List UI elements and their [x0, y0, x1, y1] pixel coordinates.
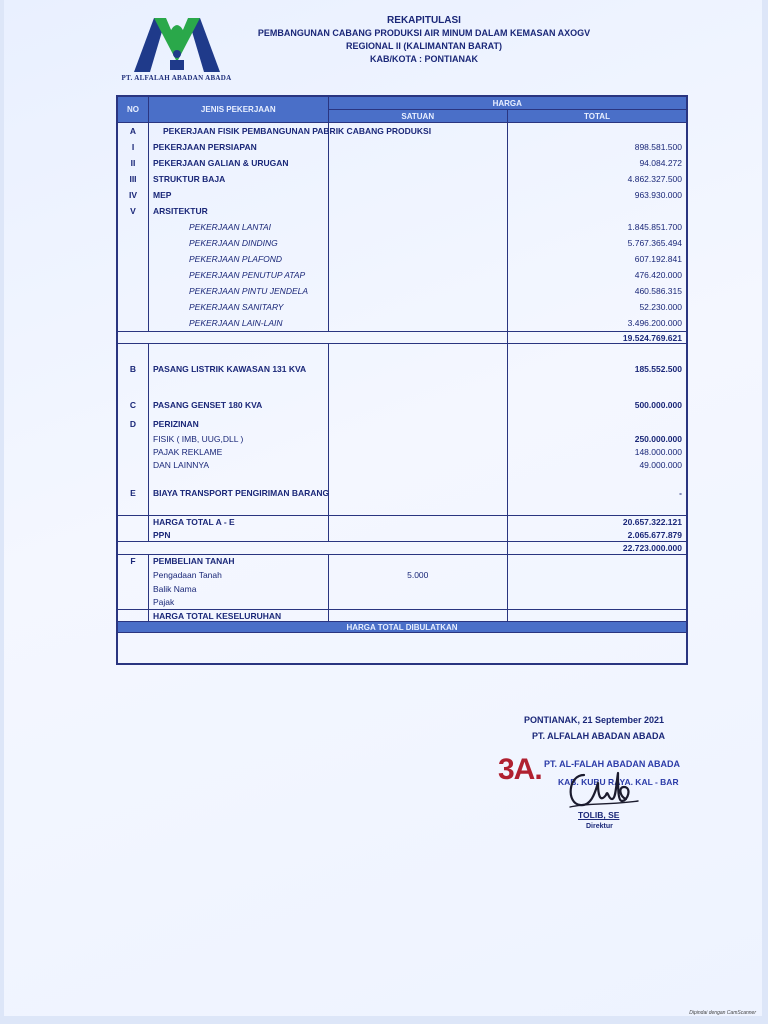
row-total: 963.930.000 — [634, 190, 682, 200]
row-label: PAJAK REKLAME — [149, 445, 329, 458]
row-total: 607.192.841 — [634, 254, 682, 264]
row-no: V — [117, 203, 149, 219]
recap-table — [116, 95, 688, 665]
table-row — [117, 171, 687, 187]
row-total: 49.000.000 — [639, 459, 682, 470]
table-row-total — [117, 516, 687, 529]
row-no: D — [117, 416, 149, 432]
document-region: REGIONAL II (KALIMANTAN BARAT) — [346, 41, 502, 51]
document-title: REKAPITULASI — [387, 15, 461, 26]
col-header-satuan: SATUAN — [328, 110, 508, 123]
document-city: KAB/KOTA : PONTIANAK — [370, 54, 478, 64]
harga-dibulatkan-label: HARGA TOTAL DIBULATKAN — [117, 622, 687, 633]
row-label: PEKERJAAN SANITARY — [149, 299, 329, 315]
ppn-value: 2.065.677.879 — [627, 529, 682, 540]
table-row — [117, 445, 687, 458]
table-row — [117, 235, 687, 251]
row-no: III — [117, 171, 149, 187]
handwritten-signature-icon — [562, 765, 642, 813]
col-header-no: NO — [117, 96, 149, 123]
row-total: 500.000.000 — [634, 400, 682, 410]
row-label: PEKERJAAN PLAFOND — [149, 251, 329, 267]
row-total — [508, 203, 688, 219]
signatory-role: Direktur — [586, 823, 613, 830]
logo-text: PT. ALFALAH ABADAN ABADA — [121, 74, 232, 82]
row-label: Pajak — [149, 596, 329, 610]
table-row — [117, 555, 687, 568]
table-row — [117, 155, 687, 171]
row-label: Pengadaan Tanah — [149, 568, 329, 582]
row-no: A — [117, 123, 149, 140]
row-label: DAN LAINNYA — [149, 458, 329, 471]
table-row — [117, 582, 687, 596]
logo-emblem-icon — [132, 14, 222, 74]
row-label: PEKERJAAN LAIN-LAIN — [149, 315, 329, 332]
row-label: PEKERJAAN PERSIAPAN — [149, 139, 329, 155]
row-label: PEKERJAAN PINTU JENDELA — [149, 283, 329, 299]
row-total: 476.420.000 — [634, 270, 682, 280]
table-row — [117, 416, 687, 432]
table-row — [117, 358, 687, 380]
row-label: PASANG LISTRIK KAWASAN 131 KVA — [149, 358, 329, 380]
row-total: 898.581.500 — [634, 142, 682, 152]
scanner-note: Dipindai dengan CamScanner — [689, 1010, 756, 1016]
table-row — [117, 123, 687, 140]
row-no: C — [117, 394, 149, 416]
row-label: Balik Nama — [149, 582, 329, 596]
row-label: ARSITEKTUR — [149, 203, 329, 219]
table-row — [117, 458, 687, 471]
row-label: PEKERJAAN FISIK PEMBANGUNAN PABRIK CABANG PRODUKSI — [149, 123, 329, 140]
row-total: 5.767.365.494 — [627, 238, 682, 248]
harga-keseluruhan-label: HARGA TOTAL KESELURUHAN — [149, 610, 329, 622]
table-row — [117, 187, 687, 203]
table-row — [117, 267, 687, 283]
document-subtitle: PEMBANGUNAN CABANG PRODUKSI AIR MINUM DALAM KEMASAN AXOGV — [257, 28, 591, 38]
place-date: PONTIANAK, 21 September 2021 — [524, 715, 665, 725]
row-total: 4.862.327.500 — [627, 174, 682, 184]
row-total: - — [679, 488, 682, 498]
row-no: I — [117, 139, 149, 155]
ppn-label: PPN — [149, 529, 329, 542]
harga-total-label: HARGA TOTAL A - E — [149, 516, 329, 529]
row-total: 185.552.500 — [634, 364, 682, 374]
table-row-subtotal — [117, 332, 687, 344]
table-row — [117, 568, 687, 582]
col-header-total: TOTAL — [508, 110, 688, 123]
row-no: E — [117, 485, 149, 501]
subtotal-a: 19.524.769.621 — [508, 332, 688, 344]
col-header-job: JENIS PEKERJAAN — [149, 96, 329, 123]
company-logo — [114, 14, 239, 86]
stamp-company: PT. AL-FALAH ABADAN ABADA — [544, 759, 680, 769]
table-row — [117, 596, 687, 610]
harga-total-value: 20.657.322.121 — [508, 516, 688, 529]
row-label: PASANG GENSET 180 KVA — [149, 394, 329, 416]
signatory-name: TOLIB, SE — [578, 810, 620, 820]
table-row — [117, 485, 687, 501]
row-total: 1.845.851.700 — [627, 222, 682, 232]
table-row — [117, 283, 687, 299]
row-label: PEMBELIAN TANAH — [149, 555, 329, 568]
stamp-mark: 3A. — [498, 753, 542, 786]
table-row — [117, 139, 687, 155]
stamp-address: KAB. KUBU RAYA. KAL - BAR — [558, 777, 679, 787]
table-row — [117, 299, 687, 315]
table-row — [117, 203, 687, 219]
row-label: BIAYA TRANSPORT PENGIRIMAN BARANG — [149, 485, 329, 501]
row-satuan: 5.000 — [328, 568, 508, 582]
document-page — [4, 0, 762, 1016]
row-label: PEKERJAAN PENUTUP ATAP — [149, 267, 329, 283]
table-row-grand-subtotal — [117, 542, 687, 555]
row-total: 460.586.315 — [634, 286, 682, 296]
col-header-harga: HARGA — [328, 96, 687, 110]
row-no: IV — [117, 187, 149, 203]
row-label: PEKERJAAN LANTAI — [149, 219, 329, 235]
table-row — [117, 251, 687, 267]
table-row — [117, 315, 687, 332]
row-label: PEKERJAAN DINDING — [149, 235, 329, 251]
row-total: 94.084.272 — [639, 158, 682, 168]
document-header — [234, 14, 614, 66]
row-satuan — [328, 596, 508, 610]
grand-subtotal: 22.723.000.000 — [508, 542, 688, 555]
row-satuan — [328, 582, 508, 596]
table-row — [117, 432, 687, 445]
table-row — [117, 394, 687, 416]
row-label: PERIZINAN — [149, 416, 329, 432]
row-total: 3.496.200.000 — [627, 318, 682, 328]
table-row-ppn — [117, 529, 687, 542]
row-label: STRUKTUR BAJA — [149, 171, 329, 187]
row-label: FISIK ( IMB, UUG,DLL ) — [149, 432, 329, 445]
signatory-company: PT. ALFALAH ABADAN ABADA — [532, 731, 665, 741]
row-no: II — [117, 155, 149, 171]
table-row — [117, 219, 687, 235]
row-total: 148.000.000 — [634, 446, 682, 457]
row-no: B — [117, 358, 149, 380]
table-row-dibulatkan — [117, 622, 687, 633]
row-total: 52.230.000 — [639, 302, 682, 312]
row-label: PEKERJAAN GALIAN & URUGAN — [149, 155, 329, 171]
row-label: MEP — [149, 187, 329, 203]
row-no: F — [117, 555, 149, 568]
row-total: 250.000.000 — [634, 433, 682, 444]
table-row-keseluruhan — [117, 610, 687, 622]
